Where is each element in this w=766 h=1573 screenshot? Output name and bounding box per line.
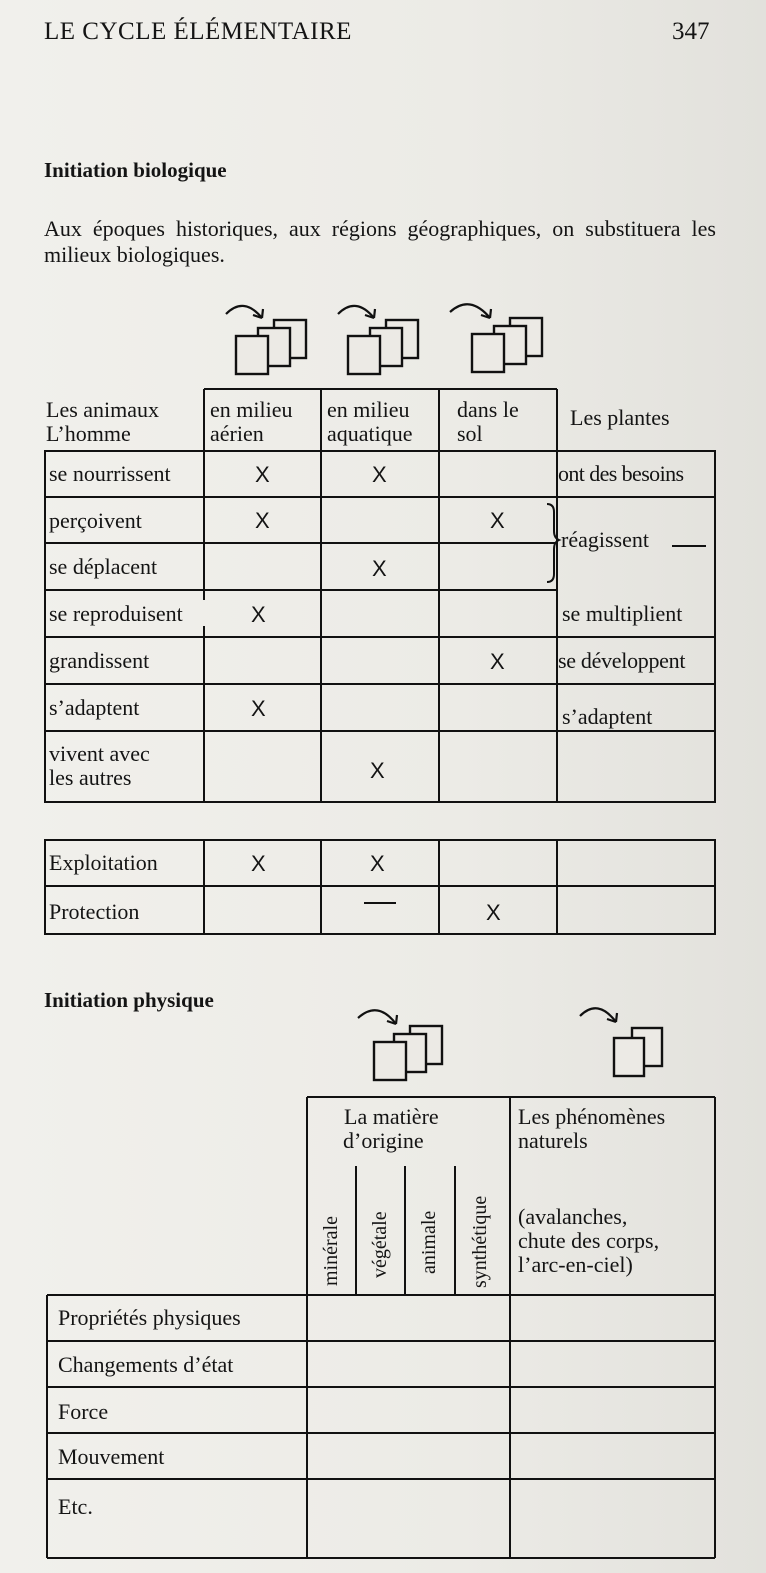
cell-mark: X [255,462,270,487]
plants-s-adaptent: s’adaptent [562,704,653,729]
column-header-aerial-line-2: aérien [210,421,264,446]
phenomena-example-1: (avalanches, [518,1204,628,1229]
column-header-soil-line-1: dans le [457,397,519,422]
physics-row-label: Propriétés physiques [58,1305,241,1330]
column-header-soil-line-2: sol [457,421,483,446]
physics-row-label: Changements d’état [58,1352,234,1377]
column-header-aquatic-line-1: en milieu [327,397,410,422]
matter-type-animal: animale [418,1210,440,1274]
document-stack-arrow-icon [352,1000,448,1082]
row-header-line-1: Les animaux [46,397,160,422]
cell-mark: X [251,696,266,721]
cell-mark: X [490,508,505,533]
biology-heading: Initiation biologique [44,158,227,182]
biology-intro-paragraph: Aux époques historiques, aux régions géographiques, on substituera les milieux biologiques. [44,216,716,267]
row-label: vivent avec [49,741,150,766]
row-label: Exploitation [49,850,158,875]
row-label: perçoivent [49,508,142,533]
physics-table [46,1096,716,1560]
plants-header: Les plantes [570,405,670,430]
row-label: se déplacent [49,554,158,579]
cell-mark: X [490,649,505,674]
cell-mark: X [370,758,385,783]
column-header-aquatic-line-2: aquatique [327,421,413,446]
page-number: 347 [672,18,710,45]
document-stack-arrow-icon [332,296,424,376]
biology-table [44,388,716,936]
document-stack-arrow-icon [576,998,668,1080]
plants-reagissent: réagissent [561,527,649,552]
matter-header-line-2: d’origine [343,1128,424,1153]
physics-row-label: Mouvement [58,1444,165,1469]
plants-ont-des-besoins: ont des besoins [558,461,684,486]
row-label: se nourrissent [49,461,171,486]
running-header-title: LE CYCLE ÉLÉMENTAIRE [44,18,352,45]
matter-type-mineral: minérale [320,1216,342,1286]
column-header-aerial-line-1: en milieu [210,397,293,422]
row-label: s’adaptent [49,695,140,720]
cell-mark: X [251,602,266,627]
phenomena-header-line-1: Les phénomènes [518,1104,666,1129]
document-stack-arrow-icon [448,294,548,376]
cell-mark: X [372,556,387,581]
matter-type-synthetic: synthétique [469,1195,491,1288]
plants-se-multiplient: se multiplient [562,601,683,626]
phenomena-example-3: l’arc-en-ciel) [518,1252,633,1277]
cell-mark: X [372,462,387,487]
row-label: les autres [49,765,132,790]
plants-se-developpent: se développent [558,648,686,673]
cell-mark: X [370,851,385,876]
physics-row-label: Etc. [58,1494,93,1519]
matter-header-line-1: La matière [344,1104,439,1129]
phenomena-header-line-2: naturels [518,1128,588,1153]
physics-row-label: Force [58,1399,109,1424]
physics-heading: Initiation physique [44,988,214,1012]
row-label: grandissent [49,648,150,673]
phenomena-example-2: chute des corps, [518,1228,660,1253]
cell-mark: X [251,851,266,876]
row-header-line-2: L’homme [46,421,131,446]
document-stack-arrow-icon [220,296,312,376]
row-label: Protection [49,899,140,924]
cell-mark: X [486,900,501,925]
row-label: se reproduisent [49,601,183,626]
cell-mark: X [255,508,270,533]
matter-type-vegetal: végétale [369,1211,391,1278]
